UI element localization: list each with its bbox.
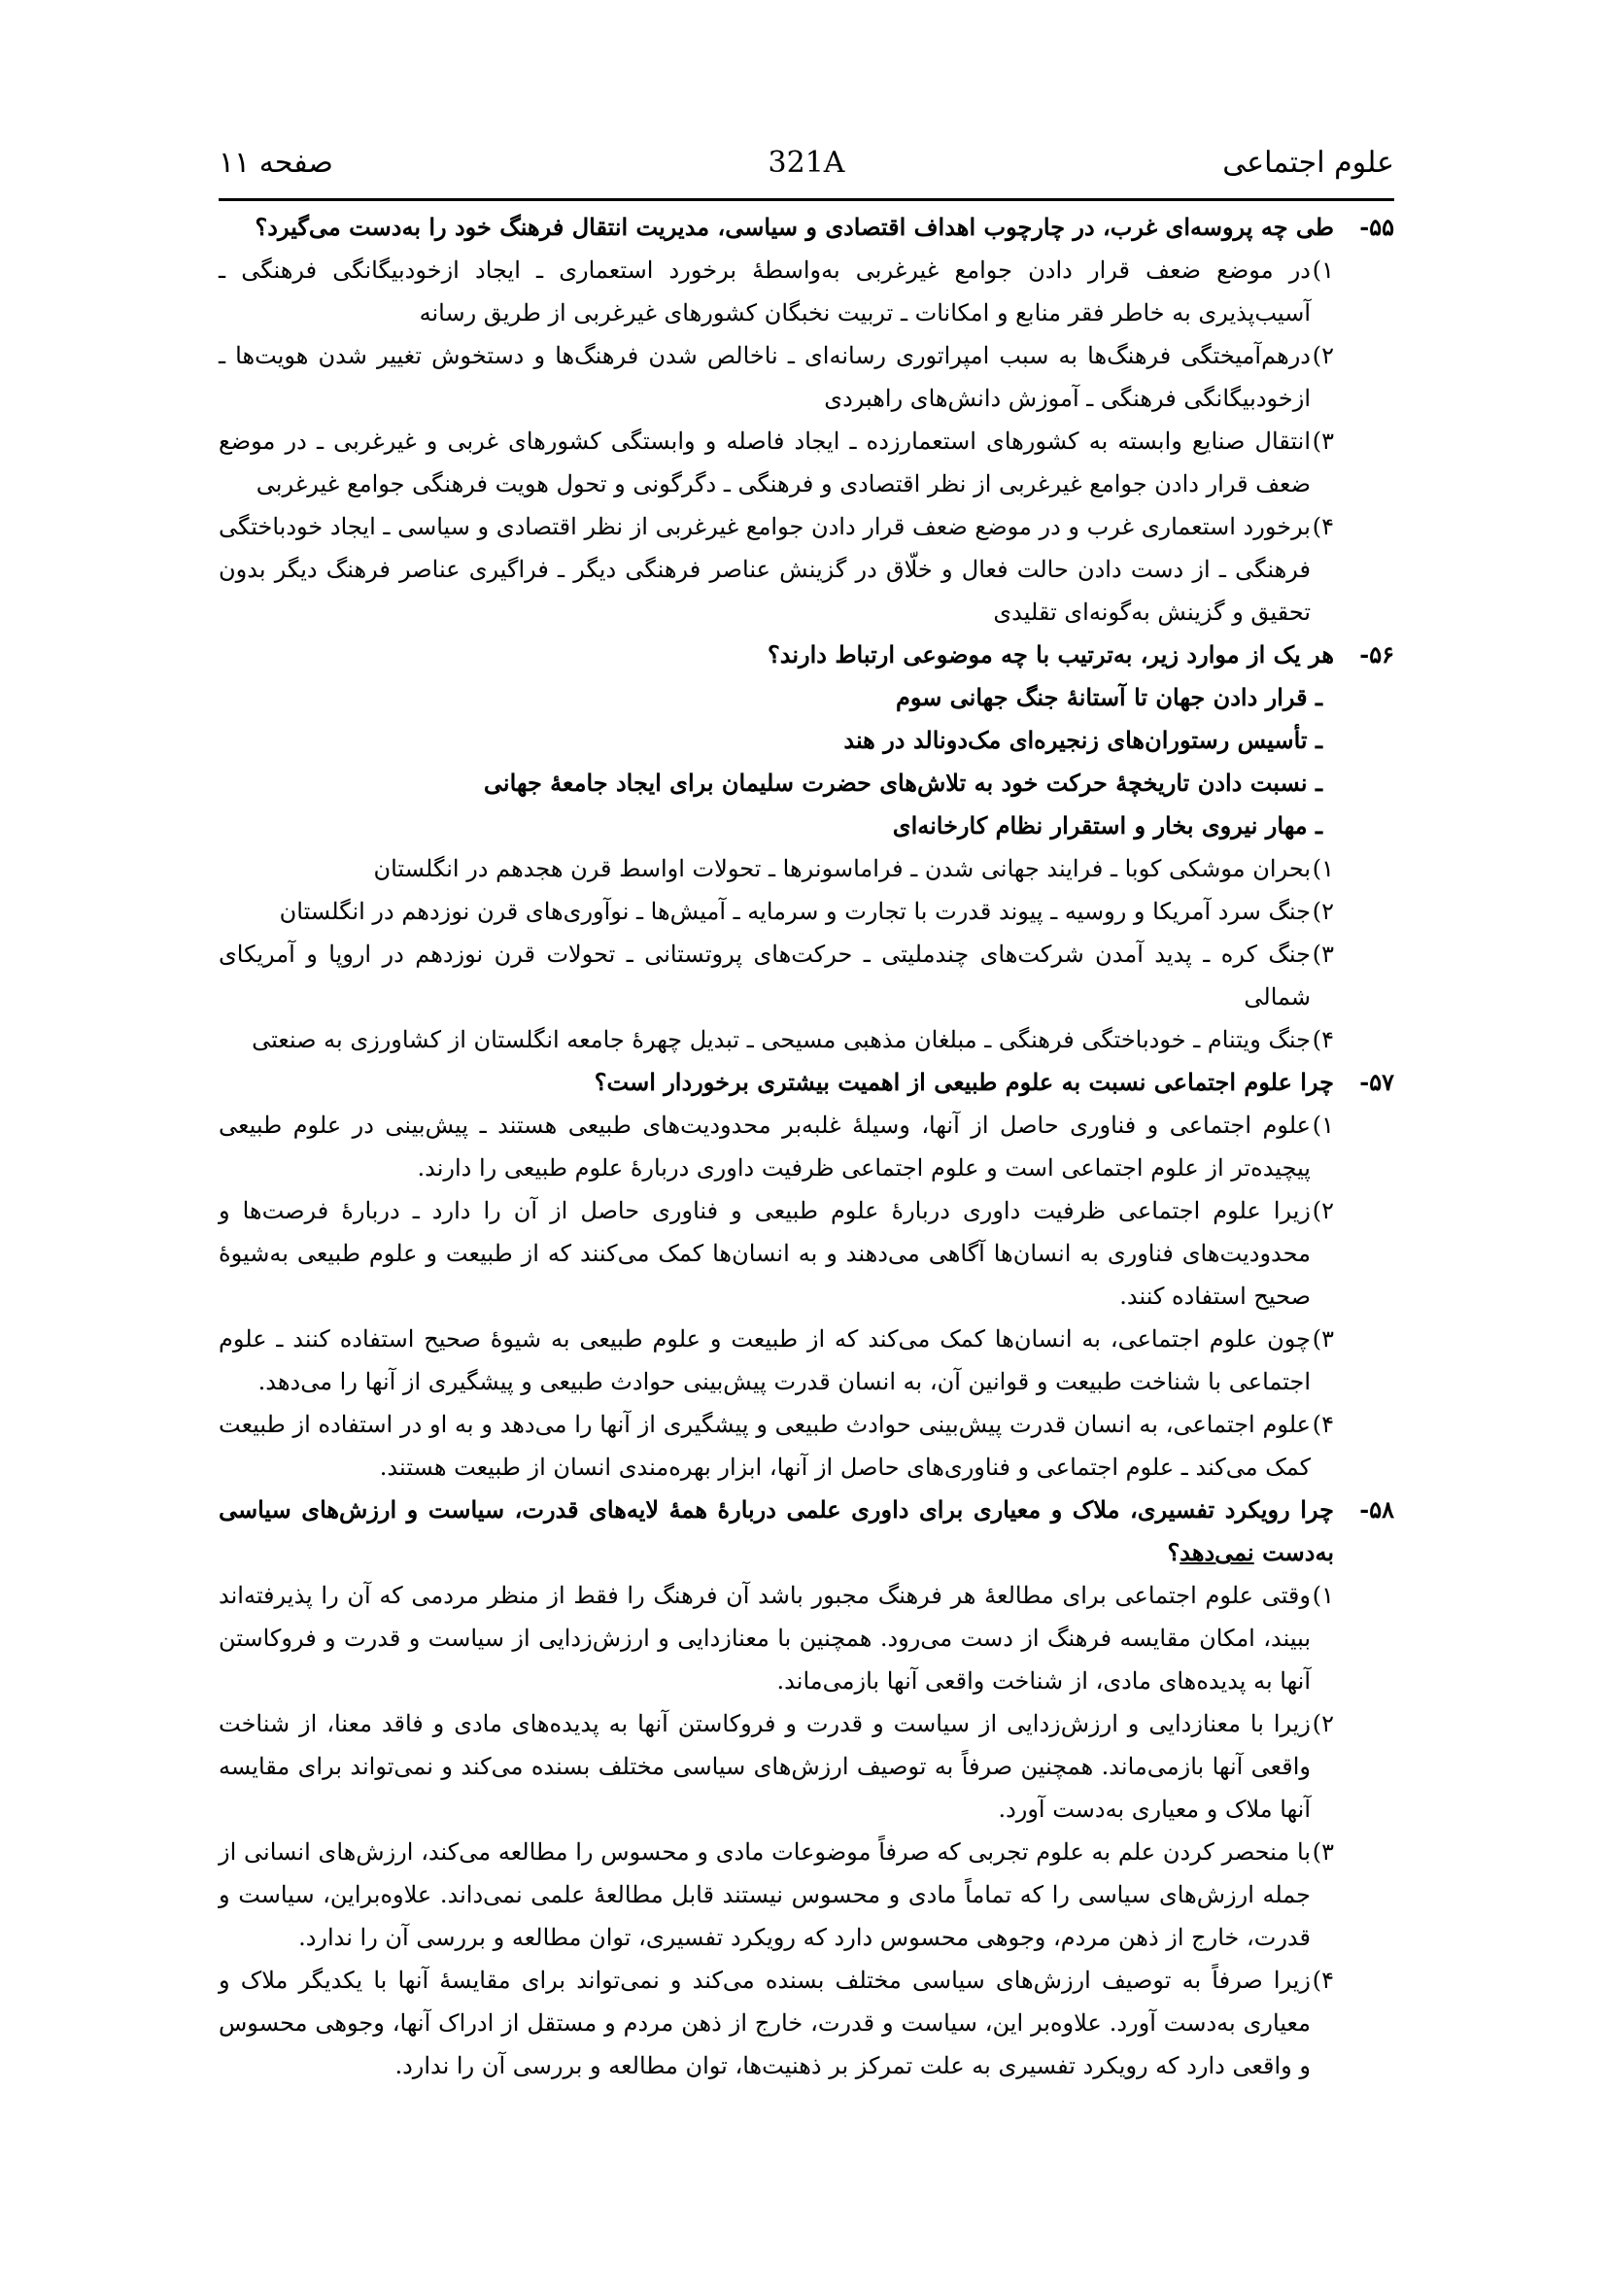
statement-4: ـ مهار نیروی بخار و استقرار نظام کارخانه‌ای bbox=[892, 811, 1322, 840]
option-text: با منحصر کردن علم به علوم تجربی که صرفاً موضوعات مادی و محسوس را مطالعه می‌کند، ارزش‌های انسانی از جمله ارزش‌های سیاسی را که تماماً مادی و محسوس نیستند قابل مطالعهٔ علمی نمی‌داند. علاوه‌براین، سیاست و قدرت، خارج از ذهن مردم، وجوهی محسوس دارد که رویکرد تفسیری، توان مطالعه و بررسی آن را ندارد. bbox=[219, 1838, 1311, 1951]
option-number: ۴) bbox=[1312, 1967, 1334, 1994]
option-text: وقتی علوم اجتماعی برای مطالعهٔ هر فرهنگ مجبور باشد آن فرهنگ را فقط از منظر مردمی که آن را پذیرفته‌اند ببیند، امکان مقایسه فرهنگ از دست می‌رود. همچنین با معنازدایی و ارزش‌زدایی از سیاست و قدرت و فروکاستن آنها به پدیده‌های مادی، از شناخت واقعی آنها بازمی‌ماند. bbox=[219, 1582, 1311, 1695]
option-2[interactable] bbox=[219, 1189, 1334, 1318]
option-number: ۲) bbox=[1312, 1710, 1334, 1737]
option-3[interactable] bbox=[219, 933, 1334, 1018]
page-number: صفحه ۱۱ bbox=[219, 146, 333, 180]
statement-2: ـ تأسیس رستوران‌های زنجیره‌ای مک‌دونالد در هند bbox=[843, 726, 1322, 754]
option-4[interactable] bbox=[219, 1403, 1334, 1489]
question-56 bbox=[219, 634, 1394, 1061]
option-text: در موضع ضعف قرار دادن جوامع غیرغربی به‌واسطهٔ برخورد استعماری ـ ایجاد ازخودبیگانگی فرهنگی ـ آسیب‌پذیری به خاطر فقر منابع و امکانات ـ تربیت نخبگان کشورهای غیرغربی از طریق رسانه bbox=[219, 257, 1311, 326]
option-2[interactable] bbox=[219, 890, 1334, 933]
question-text bbox=[219, 1489, 1334, 1574]
question-text-underlined: نمی‌دهد bbox=[1180, 1538, 1254, 1566]
option-number: ۴) bbox=[1312, 1411, 1334, 1438]
page-header bbox=[219, 146, 1394, 194]
question-text-end: ؟ bbox=[1167, 1538, 1180, 1566]
option-4[interactable] bbox=[219, 505, 1334, 634]
question-number: ۵۵- bbox=[1359, 213, 1394, 241]
option-number: ۳) bbox=[1312, 428, 1334, 455]
option-number: ۴) bbox=[1312, 1026, 1334, 1053]
option-1[interactable] bbox=[219, 249, 1334, 334]
option-text: جنگ کره ـ پدید آمدن شرکت‌های چندملیتی ـ حرکت‌های پروتستانی ـ تحولات قرن نوزدهم در اروپا و آمریکای شمالی bbox=[219, 941, 1311, 1011]
option-text: زیرا صرفاً به توصیف ارزش‌های سیاسی مختلف بسنده می‌کند و نمی‌تواند برای مقایسهٔ آنها با یکدیگر ملاک و معیاری به‌دست آورد. علاوه‌بر این، سیاست و قدرت، خارج از ذهن مردم و مستقل از ادراک آنها، وجوهی محسوس و واقعی دارد که رویکرد تفسیری به علت تمرکز بر ذهنیت‌ها، توان مطالعه و بررسی آن را ندارد. bbox=[219, 1967, 1312, 2079]
option-4[interactable] bbox=[219, 1018, 1334, 1061]
question-text: طی چه پروسه‌ای غرب، در چارچوب اهداف اقتصادی و سیاسی، مدیریت انتقال فرهنگ خود را به‌دست می‌گیرد؟ bbox=[255, 213, 1334, 241]
option-text: چون علوم اجتماعی، به انسان‌ها کمک می‌کند که از طبیعت و علوم طبیعی به شیوهٔ صحیح استفاده کنند ـ علوم اجتماعی با شناخت طبیعت و قوانین آن، به انسان قدرت پیش‌بینی حوادث طبیعی و پیشگیری از آنها را می‌دهد. bbox=[219, 1325, 1311, 1395]
option-number: ۲) bbox=[1312, 1197, 1334, 1224]
option-text: بحران موشکی کوبا ـ فرایند جهانی شدن ـ فراماسونرها ـ تحولات اواسط قرن هجدهم در انگلستان bbox=[373, 855, 1311, 882]
question-55 bbox=[219, 206, 1394, 634]
option-1[interactable] bbox=[219, 1574, 1334, 1702]
option-3[interactable] bbox=[219, 1831, 1334, 1959]
option-text: زیرا با معنازدایی و ارزش‌زدایی از سیاست و قدرت و فروکاستن آنها به پدیده‌های مادی و فاقد معنا، از شناخت واقعی آنها بازمی‌ماند. همچنین صرفاً به توصیف ارزش‌های سیاسی مختلف بسنده می‌کند و نمی‌تواند برای مقایسه آنها ملاک و معیاری به‌دست آورد. bbox=[219, 1710, 1311, 1823]
question-text-start: چرا رویکرد تفسیری، ملاک و معیاری برای داوری علمی دربارهٔ همهٔ لایه‌های قدرت، سیاست و ارزش‌های سیاسی به‌دست bbox=[219, 1495, 1334, 1566]
option-3[interactable] bbox=[219, 1318, 1334, 1403]
header-divider bbox=[219, 198, 1394, 201]
option-number: ۴) bbox=[1312, 513, 1334, 540]
questions-area bbox=[219, 206, 1394, 2087]
question-58 bbox=[219, 1489, 1394, 2087]
option-number: ۱) bbox=[1312, 1582, 1334, 1609]
option-text: جنگ ویتنام ـ خودباختگی فرهنگی ـ مبلغان مذهبی مسیحی ـ تبدیل چهرهٔ جامعه انگلستان از کشاورزی به صنعتی bbox=[252, 1026, 1311, 1053]
option-4[interactable] bbox=[219, 1959, 1334, 2087]
statement-1: ـ قرار دادن جهان تا آستانهٔ جنگ جهانی سوم bbox=[895, 683, 1322, 711]
option-text: علوم اجتماعی و فناوری حاصل از آنها، وسیلهٔ غلبه‌بر محدودیت‌های طبیعی هستند ـ پیش‌بینی در علوم طبیعی پیچیده‌تر از علوم اجتماعی است و علوم اجتماعی ظرفیت داوری دربارهٔ علوم طبیعی را دارند. bbox=[219, 1112, 1311, 1182]
exam-code: 321A bbox=[768, 146, 845, 180]
option-number: ۲) bbox=[1312, 342, 1334, 369]
option-number: ۱) bbox=[1312, 257, 1334, 284]
option-1[interactable] bbox=[219, 847, 1334, 890]
option-number: ۱) bbox=[1312, 1112, 1334, 1139]
question-number: ۵۸- bbox=[1359, 1495, 1394, 1524]
option-text: علوم اجتماعی، به انسان قدرت پیش‌بینی حوادث طبیعی و پیشگیری از آنها را می‌دهد و به او در استفاده از طبیعت کمک می‌کند ـ علوم اجتماعی و فناوری‌های حاصل از آنها، ابزار بهره‌مندی انسان از طبیعت هستند. bbox=[219, 1411, 1311, 1481]
question-number: ۵۷- bbox=[1359, 1068, 1394, 1096]
option-2[interactable] bbox=[219, 334, 1334, 420]
option-number: ۱) bbox=[1312, 855, 1334, 882]
option-number: ۳) bbox=[1312, 1325, 1334, 1353]
statement-3: ـ نسبت دادن تاریخچهٔ حرکت خود به تلاش‌های حضرت سلیمان برای ایجاد جامعهٔ جهانی bbox=[483, 769, 1322, 797]
option-text: جنگ سرد آمریکا و روسیه ـ پیوند قدرت با تجارت و سرمایه ـ آمیش‌ها ـ نوآوری‌های قرن نوزدهم در انگلستان bbox=[279, 898, 1311, 925]
option-3[interactable] bbox=[219, 420, 1334, 505]
question-57 bbox=[219, 1061, 1394, 1489]
question-text: چرا علوم اجتماعی نسبت به علوم طبیعی از اهمیت بیشتری برخوردار است؟ bbox=[594, 1068, 1334, 1096]
subject-title: علوم اجتماعی bbox=[1222, 146, 1394, 180]
option-number: ۲) bbox=[1312, 898, 1334, 925]
option-1[interactable] bbox=[219, 1104, 1334, 1189]
question-text: هر یک از موارد زیر، به‌ترتیب با چه موضوعی ارتباط دارند؟ bbox=[768, 640, 1334, 668]
option-text: برخورد استعماری غرب و در موضع ضعف قرار دادن جوامع غیرغربی از نظر اقتصادی و سیاسی ـ ایجاد خودباختگی فرهنگی ـ از دست دادن حالت فعال و خلّاق در گزینش عناصر فرهنگی دیگر ـ فراگیری عناصر فرهنگ دیگر بدون تحقیق و گزینش به‌گونه‌ای تقلیدی bbox=[219, 513, 1311, 626]
option-text: درهم‌آمیختگی فرهنگ‌ها به سبب امپراتوری رسانه‌ای ـ ناخالص شدن فرهنگ‌ها و دستخوش تغییر شدن هویت‌ها ـ ازخودبیگانگی فرهنگی ـ آموزش دانش‌های راهبردی bbox=[219, 342, 1311, 412]
question-number: ۵۶- bbox=[1359, 640, 1394, 668]
option-2[interactable] bbox=[219, 1702, 1334, 1831]
option-text: انتقال صنایع وابسته به کشورهای استعمارزده ـ ایجاد فاصله و وابستگی کشورهای غربی و غیرغربی ـ در موضع ضعف قرار دادن جوامع غیرغربی از نظر اقتصادی و فرهنگی ـ دگرگونی و تحول هویت فرهنگی جوامع غیرغربی bbox=[219, 428, 1311, 497]
option-number: ۳) bbox=[1312, 1838, 1334, 1866]
option-number: ۳) bbox=[1312, 941, 1334, 968]
option-text: زیرا علوم اجتماعی ظرفیت داوری دربارهٔ علوم طبیعی و فناوری حاصل از آن را دارد ـ دربارهٔ فرصت‌ها و محدودیت‌های فناوری به انسان‌ها آگاهی می‌دهند و به انسان‌ها کمک می‌کنند که از طبیعت و علوم طبیعی به‌شیوهٔ صحیح استفاده کنند. bbox=[219, 1197, 1311, 1310]
